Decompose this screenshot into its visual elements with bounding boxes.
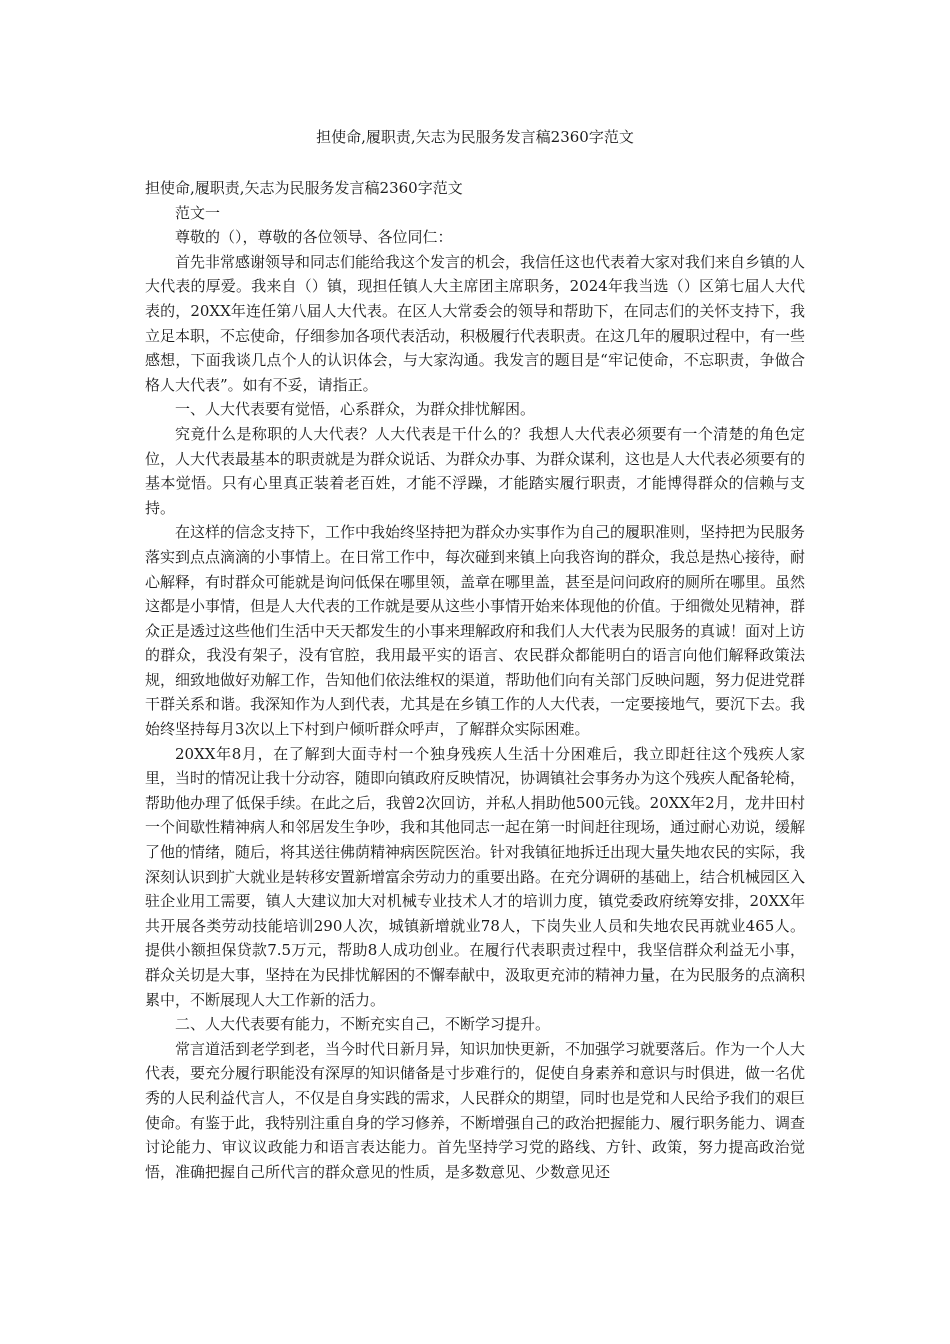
paragraph-service: 在这样的信念支持下，工作中我始终坚持把为群众办实事作为自己的履职准则，坚持把为民服务落实到点点滴滴的小事情上。在日常工作中，每次碰到来镇上向我咨询的群众，我总是热心接待，耐心解释，有时群众可能就是询问低保在哪里领，盖章在哪里盖，甚至是问问政府的厕所在哪里。虽然这都是小事情，但是人大代表的工作就是要从这些小事情开始来体现他的价值。于细微处见精神，群众正是透过这些他们生活中天天都发生的小事来理解政府和我们人大代表为民服务的真诚！面对上访的群众，我没有架子，没有官腔，我用最平实的语言、农民群众都能明白的语言向他们解释政策法规，细致地做好劝解工作，告知他们依法维权的渠道，帮助他们向有关部门反映问题，努力促进党群干群关系和谐。我深知作为人到代表，尤其是在乡镇工作的人大代表，一定要接地气，要沉下去。我始终坚持每月3次以上下村到户倾听群众呼声，了解群众实际困难。 (145, 523, 806, 739)
section-heading-2: 二、人大代表要有能力，不断充实自己，不断学习提升。 (175, 1015, 551, 1034)
paragraph-sample-label: 范文一 (175, 203, 221, 222)
paragraph-cases: 20XX年8月，在了解到大面寺村一个独身残疾人生活十分困难后，我立即赶往这个残疾人家里，当时的情况让我十分动容，随即向镇政府反映情况，协调镇社会事务办为这个残疾人配备轮椅，帮助他办理了低保手续。在此之后，我曾2次回访，并私人捐助他500元钱。20XX年2月，龙井田村一个间歇性精神病人和邻居发生争吵，我和其他同志一起在第一时间赶往现场，通过耐心劝说，缓解了他的情绪，随后，将其送往佛荫精神病医院医治。针对我镇征地拆迁出现大量失地农民的实际，我深刻认识到扩大就业是转移安置新增富余劳动力的重要出路。在充分调研的基础上，结合机械园区入驻企业用工需要，镇人大建议加大对机械专业技术人才的培训力度，镇党委政府统筹安排，20XX年共开展各类劳动技能培训290人次，城镇新增就业78人，下岗失业人员和失地农民再就业465人。提供小额担保贷款7.5万元，帮助8人成功创业。在履行代表职责过程中，我坚信群众利益无小事，群众关切是大事，坚持在为民排忧解困的不懈奉献中，汲取更充沛的精神力量，在为民服务的点滴积累中，不断展现人大工作新的活力。 (145, 744, 806, 1009)
document-body (145, 176, 805, 1184)
section-heading-1: 一、人大代表要有觉悟，心系群众，为群众排忧解困。 (175, 400, 536, 419)
paragraph-opening: 首先非常感谢领导和同志们能给我这个发言的机会，我信任这也代表着大家对我们来自乡镇的人大代表的厚爱。我来自（）镇，现担任镇人大主席团主席职务，2024年我当选（）区第七届人大代表的，20XX年连任第八届人大代表。在区人大常委会的领导和帮助下，在同志们的关怀支持下，我立足本职，不忘使命，仔细参加各项代表活动，积极履行代表职责。在这几年的履职过程中，有一些感想，下面我谈几点个人的认识体会，与大家沟通。我发言的题目是“牢记使命，不忘职责，争做合格人大代表”。如有不妥，请指正。 (145, 252, 806, 394)
paragraph-role: 究竟什么是称职的人大代表？人大代表是干什么的？我想人大代表必须要有一个清楚的角色定位，人大代表最基本的职责就是为群众说话、为群众办事、为群众谋利，这也是人大代表必须要有的基本觉悟。只有心里真正装着老百姓，才能不浮躁，才能踏实履行职责，才能博得群众的信赖与支持。 (145, 424, 806, 517)
document-heading: 担使命,履职责,矢志为民服务发言稿2360字范文 (145, 179, 463, 197)
paragraph-learning: 常言道活到老学到老，当今时代日新月异，知识加快更新，不加强学习就要落后。作为一个人大代表，要充分履行职能没有深厚的知识储备是寸步难行的，促使自身素养和意识与时俱进，做一名优秀的人民利益代言人，不仅是自身实践的需求，人民群众的期望，同时也是党和人民给予我们的艰巨使命。有鉴于此，我特别注重自身的学习修养，不断增强自己的政治把握能力、履行职务能力、调查讨论能力、审议议政能力和语言表达能力。首先坚持学习党的路线、方针、政策，努力提高政治觉悟，准确把握自己所代言的群众意见的性质，是多数意见、少数意见还 (145, 1039, 806, 1181)
document-page (145, 0, 805, 1344)
paragraph-salutation: 尊敬的（），尊敬的各位领导、各位同仁： (175, 228, 453, 247)
document-title: 担使命,履职责,矢志为民服务发言稿2360字范文 (316, 128, 634, 146)
